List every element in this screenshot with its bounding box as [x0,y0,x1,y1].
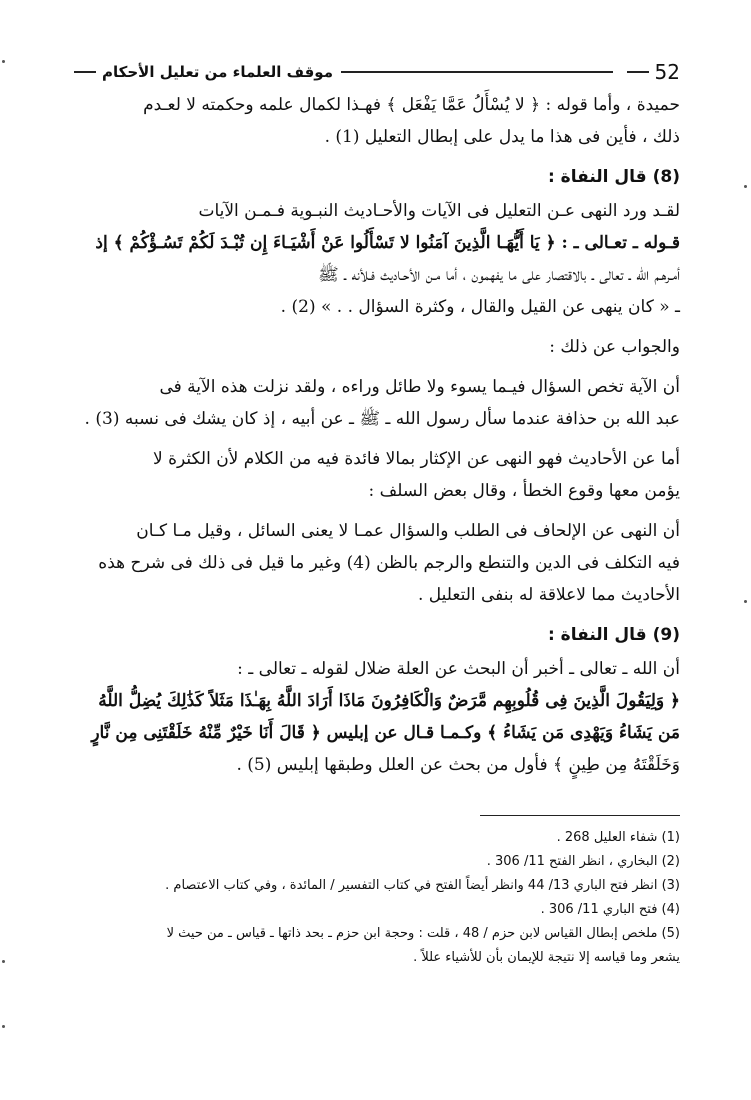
text-line: حميدة ، وأما قوله : ﴿ لا يُسْأَلُ عَمَّا يَفْعَل ﴾ فهـذا لكمال علمه وحكمته لا لعـدم [143,95,680,115]
text-line: مَن يَشَاءُ وَيَهْدِى مَن يَشَاءُ ﴾ وكـمـا قـال عن إبليس ﴿ قَالَ أَنَا خَيْرٌ مِّنْهُ خَلَقْتَنِى مِن نَّارٍ [91,723,680,743]
header-dash [74,71,96,73]
scan-mark [2,960,5,963]
text-line: أمـرهـم الله ـ تعالى ـ بالاقتصار على ما يفهمون ، أما مـن الأحـاديث فـلأنه ـ ﷺ [318,265,680,285]
page-header [68,55,680,89]
footnote-1: (1) شفاء العليل 268 . [556,830,680,845]
running-title: موقف العلماء من تعليل الأحكام [102,63,333,81]
page-number: 52 [654,60,680,84]
text-line: الأحاديث مما لاعلاقة له بنفى التعليل . [417,585,680,605]
text-line: أن الآية تخص السؤال فيـما يسوء ولا طائل وراءه ، ولقد نزلت هذه الآية فى [159,377,680,397]
footnote-5: (5) ملخص إبطال القياس لابن حزم / 48 ، قلت : وحجة ابن حزم ـ بحد ذاتها ـ قياس ـ من حيث لا [166,926,680,941]
header-rule [341,71,613,73]
footnote-3: (3) انظر فتح الباري 13/ 44 وانظر أيضاً الفتح في كتاب التفسير / المائدة ، وفي كتاب الاعتصام . [165,878,680,893]
text-line: عبد الله بن حذافة عندما سأل رسول الله ـ ﷺ ـ عن أبيه ، إذ كان يشك فى نسبه (3) . [84,409,680,429]
book-page [68,55,680,970]
footnote-rule [480,815,680,816]
text-line: ﴿ وَلِيَقُولَ الَّذِينَ فِى قُلُوبِهِم مَّرَضٌ وَالْكَافِرُونَ مَاذَا أَرَادَ اللَّهُ بِهَـٰذَا مَثَلاً كَذَٰلِكَ يُضِلُّ اللَّهُ [98,691,680,711]
footnotes [68,826,680,970]
header-dash [627,71,649,73]
footnote-2: (2) البخاري ، انظر الفتح 11/ 306 . [486,854,680,869]
section-heading-9: (9) قال النفاة : [547,625,680,645]
text-line: فيه التكلف فى الدين والتنطع والرجم بالظن (4) وغير ما قيل فى ذلك فى شرح هذه [98,553,680,573]
scan-mark [744,600,747,603]
text-line: ـ « كان ينهى عن القيل والقال ، وكثرة السؤال . . » (2) . [280,297,680,317]
scan-mark [2,1025,5,1028]
text-line: قـوله ـ تعـالى ـ : ﴿ يَا أَيُّهَـا الَّذِينَ آمَنُوا لا تَسْأَلُوا عَنْ أَشْيَـاءَ إِن تُبْـدَ لَكُمْ تَسُـؤْكُمْ ﴾ إذ [95,233,680,253]
text-line: لقـد ورد النهى عـن التعليل فى الآيات والأحـاديث النبـوية فـمـن الآيات [198,201,680,221]
text-line: وَخَلَقْتَهُ مِن طِينٍ ﴾ فأول من بحث عن العلل وطبقها إبليس (5) . [236,755,680,775]
text-line: يؤمن معها وقوع الخطأ ، وقال بعض السلف : [368,481,680,501]
section-heading-8: (8) قال النفاة : [547,167,680,187]
text-line: أن النهى عن الإلحاف فى الطلب والسؤال عمـا لا يعنى السائل ، وقيل مـا كـان [136,521,680,541]
scan-mark [2,60,5,63]
text-line: والجواب عن ذلك : [549,337,680,357]
text-line: أن الله ـ تعالى ـ أخبر أن البحث عن العلة ضلال لقوله ـ تعالى ـ : [237,659,680,679]
main-text [68,89,680,781]
text-line: أما عن الأحاديث فهو النهى عن الإكثار بمالا فائدة فيه من الكلام لأن الكثرة لا [152,449,680,469]
footnote-4: (4) فتح الباري 11/ 306 . [540,902,680,917]
text-line: ذلك ، فأين فى هذا ما يدل على إبطال التعليل (1) . [324,127,680,147]
footnote-5-cont: يشعر وما قياسه إلا نتيجة للإيمان بأن للأشياء عللاً . [413,950,680,965]
scan-mark [744,185,747,188]
